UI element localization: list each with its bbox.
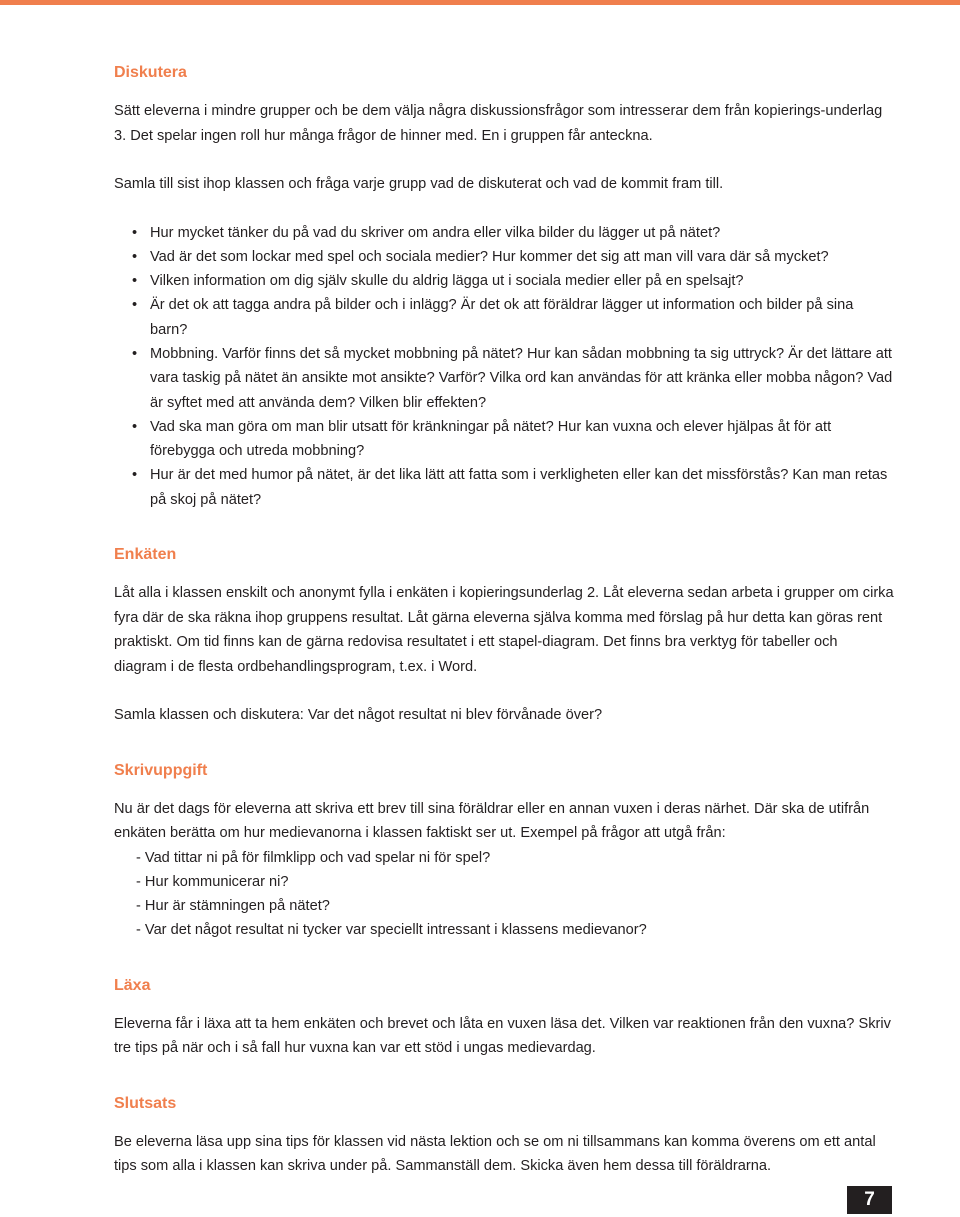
diskutera-paragraph-1: Sätt eleverna i mindre grupper och be dem välja några diskussionsfrågor som intresserar dem från kopierings-underlag 3. Det spelar ingen roll hur många frågor de hinner med. En i gruppen får anteckna. [114,103,883,144]
heading-enkaten: Enkäten [114,546,177,564]
list-item: • Vad är det som lockar med spel och sociala medier? Hur kommer det sig att man vill vara där så mycket? [150,245,894,269]
list-item: - Vad tittar ni på för filmklipp och vad spelar ni för spel? [136,849,491,866]
diskutera-paragraph-2: Samla till sist ihop klassen och fråga varje grupp vad de diskuterat och vad de kommit fram till. [114,176,724,192]
list-item: • Mobbning. Varför finns det så mycket mobbning på nätet? Hur kan sådan mobbning ta sig uttryck? Är det lättare att vara taskig på nätet än ansikte mot ansikte? Varför? Vilka ord kan användas för att kränka eller mobba någon? Vad är syftet med att använda dem? Vilken blir effekten? [150,342,894,415]
section-skrivuppgift [114,758,894,943]
list-item: • Vilken information om dig själv skulle du aldrig lägga ut i sociala medier eller på en spelsajt? [150,269,894,293]
bullet-icon: • [132,418,138,435]
list-item: • Är det ok att tagga andra på bilder och i inlägg? Är det ok att föräldrar lägger ut information och bilder på sina barn? [150,293,894,342]
section-enkaten [114,542,894,728]
bullet-icon: • [132,273,138,290]
section-laxa [114,973,894,1061]
slutsats-paragraph-1: Be eleverna läsa upp sina tips för klassen vid nästa lektion och se om ni tillsammans kan komma överens om ett antal tips som alla i klassen kan skriva under på. Sammanställ dem. Skicka även hem dessa till föräldrarna. [114,1133,876,1175]
page-content [114,60,894,1179]
heading-skrivuppgift: Skrivuppgift [114,761,208,779]
enkaten-paragraph-1: Låt alla i klassen enskilt och anonymt fylla i enkäten i kopieringsunderlag 2. Låt eleverna sedan arbeta i grupper om cirka fyra där de ska räkna ihop gruppens resultat. Låt gärna eleverna själva komma med förslag på hur detta kan göras rent praktiskt. Om tid finns kan de gärna redovisa resultatet i ett stapel-diagram. Det finns bra verktyg för tabeller och diagram i de flesta ordbehandlingsprogram, t.ex. i Word. [114,585,894,675]
bullet-icon: • [132,224,138,241]
bullet-icon: • [132,345,138,362]
list-item: • Vad ska man göra om man blir utsatt för kränkningar på nätet? Hur kan vuxna och elever hjälpas åt för att förebygga och utreda mobbning? [150,415,894,464]
section-diskutera [114,60,894,512]
page-number-badge: 7 [847,1186,892,1214]
list-item: - Hur kommunicerar ni? [136,873,289,890]
heading-diskutera: Diskutera [114,64,187,81]
laxa-paragraph-1: Eleverna får i läxa att ta hem enkäten och brevet och låta en vuxen läsa det. Vilken var reaktionen från den vuxna? Skriv tre tips på när och i så fall hur vuxna kan var ett stöd i ungas medievardag. [114,1015,891,1057]
bullet-icon: • [132,467,138,484]
example-question-list [114,846,894,943]
enkaten-paragraph-2: Samla klassen och diskutera: Var det något resultat ni blev förvånade över? [114,707,603,724]
bullet-icon: • [132,297,138,314]
section-slutsats [114,1091,894,1179]
list-item: • Hur är det med humor på nätet, är det lika lätt att fatta som i verkligheten eller kan det missförstås? Kan man retas på skoj på nätet? [150,463,894,512]
skrivuppgift-paragraph-1: Nu är det dags för eleverna att skriva ett brev till sina föräldrar eller en annan vuxen i deras närhet. Där ska de utifrån enkäten berätta om hur medievanorna i klassen faktiskt ser ut. Exempel på frågor att utgå från: [114,800,870,842]
discussion-question-list [114,221,894,513]
list-item: • Hur mycket tänker du på vad du skriver om andra eller vilka bilder du lägger ut på nätet? [150,221,894,245]
heading-slutsats: Slutsats [114,1094,177,1112]
bullet-icon: • [132,248,138,265]
list-item: - Hur är stämningen på nätet? [136,898,330,915]
list-item: - Var det något resultat ni tycker var speciellt intressant i klassens medievanor? [136,922,647,939]
top-accent-bar [0,0,960,5]
heading-laxa: Läxa [114,976,151,994]
